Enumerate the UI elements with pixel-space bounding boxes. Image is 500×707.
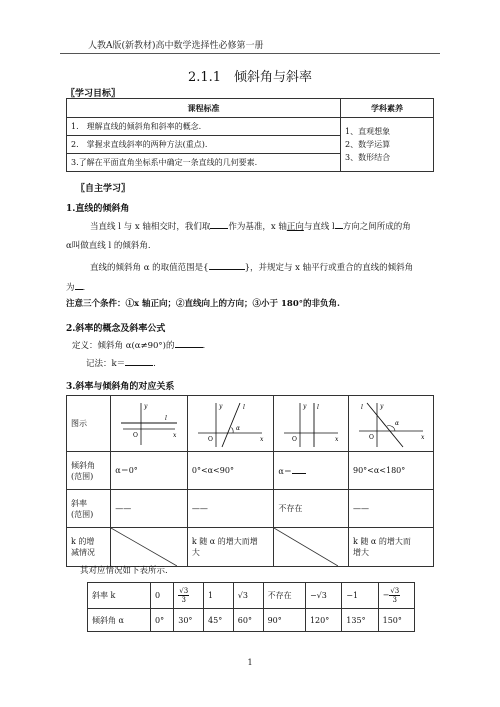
trend-line: 大 bbox=[191, 548, 200, 557]
p1-text: 作为基准，x 轴 bbox=[228, 222, 287, 232]
angle-value: 45° bbox=[204, 609, 234, 632]
p1-text: 直线的倾斜角 α 的取值范围是{ bbox=[90, 263, 209, 273]
angle-arc bbox=[231, 427, 233, 433]
relation-table bbox=[66, 395, 434, 567]
label-line: k 的增 bbox=[71, 537, 95, 546]
angle-cell bbox=[274, 452, 349, 490]
alpha-label: α bbox=[235, 424, 240, 432]
row-label-angle bbox=[67, 452, 111, 490]
slope-notation: 记法：k＝ . bbox=[86, 356, 156, 371]
slope-definition: 定义：倾斜角 α(α≠90°)的 . bbox=[72, 338, 205, 353]
angle-value: 60° bbox=[233, 609, 263, 632]
k-value: − $\frac{√3}{3}$ bbox=[378, 583, 414, 609]
goals-heading: 〖学习目标〗 bbox=[66, 89, 121, 99]
label-line: 倾斜角 bbox=[71, 460, 95, 470]
part2-heading: 2.斜率的概念及斜率公式 bbox=[66, 324, 166, 334]
p1-text: α叫做直线 l 的倾斜角. bbox=[66, 241, 151, 251]
row-label-trend bbox=[67, 528, 111, 567]
slope-cell: —— bbox=[111, 490, 188, 528]
part1-body: 当直线 l 与 x 轴相交时，我们取 作为基准，x 轴正向与直线 l 方向之间所成的角 α叫做直线 l 的倾斜角. 直线的倾斜角 α 的取值范围是{ }，并规定与 x 轴平行或重合的直线的倾斜角 为 . bbox=[66, 219, 438, 295]
x-label: x bbox=[173, 431, 177, 439]
conditions-note: 注意三个条件：①x 轴正向；②直线向上的方向；③小于 180°的非负角. bbox=[66, 299, 340, 309]
blank bbox=[75, 280, 83, 290]
row-label-slope bbox=[67, 490, 111, 528]
trend-cell-empty bbox=[274, 528, 349, 567]
label-line: (范围) bbox=[71, 471, 94, 481]
self-study-heading: 〖自主学习〗 bbox=[76, 184, 131, 194]
trend-cell bbox=[349, 528, 434, 567]
label-line: (范围) bbox=[71, 509, 94, 519]
blank bbox=[335, 219, 343, 229]
angle-value: 90° bbox=[263, 609, 305, 632]
page-number: 1 bbox=[247, 658, 253, 667]
literacy-item: 3、数形结合 bbox=[345, 153, 391, 162]
p1-text: 方向之间所成的角 bbox=[342, 222, 411, 232]
literacy-item: 1、直观想象 bbox=[345, 127, 391, 136]
page-header: 人教A版(新教材)高中数学选择性必修第一册 bbox=[88, 41, 264, 51]
graph-vertical bbox=[278, 399, 342, 449]
p2-text: 定义：倾斜角 α(α≠90°)的 bbox=[72, 341, 175, 351]
origin-label: O bbox=[292, 435, 298, 443]
angle-cell: 0°<α<90° bbox=[187, 452, 274, 490]
x-label: x bbox=[259, 435, 264, 443]
part1-heading: 1.直线的倾斜角 bbox=[66, 204, 130, 214]
x-label: x bbox=[335, 435, 339, 443]
trend-line: k 随 α 的增大而增 bbox=[191, 537, 258, 546]
part3-heading: 3.斜率与倾斜角的对应关系 bbox=[66, 382, 175, 392]
graph-horizontal bbox=[115, 399, 181, 449]
goals-table bbox=[66, 98, 434, 172]
p1-text: }，并规定与 x 轴平行或重合的直线的倾斜角 bbox=[244, 263, 414, 273]
summary-text: 其对应情况如下表所示. bbox=[80, 566, 168, 576]
blank bbox=[125, 356, 153, 366]
blank bbox=[175, 338, 203, 348]
slope-cell: —— bbox=[349, 490, 434, 528]
k-value: −1 bbox=[342, 583, 378, 609]
k-value: √3 bbox=[233, 583, 263, 609]
angle-text: α＝ bbox=[278, 467, 292, 476]
blank bbox=[209, 260, 245, 270]
goals-col-literacy: 学科素养 bbox=[341, 99, 434, 118]
standard-item: 1. 理解直线的倾斜角和斜率的概念. bbox=[67, 118, 340, 136]
graph-acute bbox=[192, 399, 268, 449]
angle-value: 135° bbox=[342, 609, 378, 632]
graph-cell bbox=[187, 396, 274, 452]
trend-cell-empty bbox=[111, 528, 188, 567]
p2-text: 记法：k＝ bbox=[86, 359, 126, 369]
origin-label: O bbox=[369, 433, 374, 441]
standard-item: 3.了解在平面直角坐标系中确定一条直线的几何要素. bbox=[71, 158, 258, 167]
row-label-diagram: 图示 bbox=[67, 396, 111, 452]
trend-cell bbox=[187, 528, 274, 567]
header-divider bbox=[60, 53, 440, 54]
values-table bbox=[87, 582, 415, 632]
graph-cell bbox=[111, 396, 188, 452]
angle-value: 150° bbox=[378, 609, 414, 632]
goals-col-standard: 课程标准 bbox=[67, 99, 341, 118]
row-label-k: 斜率 k bbox=[88, 583, 151, 609]
label-line: 减情况 bbox=[71, 548, 95, 557]
l-label: l bbox=[242, 403, 245, 411]
diagonal-slash bbox=[274, 528, 338, 566]
slope-cell: 不存在 bbox=[274, 490, 349, 528]
literacy-item: 2、数学运算 bbox=[345, 140, 391, 149]
blank bbox=[292, 464, 306, 474]
graph-cell bbox=[274, 396, 349, 452]
literacy-cell bbox=[341, 118, 434, 172]
label-line: 斜率 bbox=[71, 498, 87, 508]
trend-line: k 随 α 的增大而 bbox=[353, 537, 411, 546]
k-value bbox=[174, 583, 204, 609]
y-label: y bbox=[144, 402, 148, 410]
slope-cell: —— bbox=[187, 490, 274, 528]
l-label: l bbox=[165, 414, 168, 422]
blank bbox=[210, 219, 228, 229]
p1-text: 与直线 l bbox=[303, 222, 335, 232]
angle-value: 120° bbox=[305, 609, 341, 632]
p1-text: 正向 bbox=[286, 222, 304, 232]
k-value: 不存在 bbox=[263, 583, 305, 609]
angle-value: 0° bbox=[151, 609, 174, 632]
angle-cell: α＝0° bbox=[111, 452, 188, 490]
l-label: l bbox=[361, 403, 363, 411]
angle-value: 30° bbox=[174, 609, 204, 632]
x-label: x bbox=[421, 433, 425, 441]
k-value: 0 bbox=[151, 583, 174, 609]
fraction: $\frac{√3}{3}$ bbox=[179, 587, 189, 604]
origin-label: O bbox=[207, 435, 213, 443]
page-title: 2.1.1 倾斜角与斜率 bbox=[187, 70, 313, 85]
graph-cell bbox=[349, 396, 434, 452]
alpha-label: α bbox=[395, 419, 400, 427]
standards-cell bbox=[67, 118, 341, 172]
k-value: 1 bbox=[204, 583, 234, 609]
fraction: $\frac{√3}{3}$ bbox=[390, 587, 400, 604]
k-value: −√3 bbox=[305, 583, 341, 609]
angle-cell: 90°<α<180° bbox=[349, 452, 434, 490]
l-label: l bbox=[317, 403, 320, 411]
standard-item: 2. 掌握求直线斜率的两种方法(重点). bbox=[67, 136, 340, 154]
origin-label: O bbox=[133, 431, 139, 439]
y-label: y bbox=[380, 402, 384, 410]
graph-obtuse bbox=[353, 399, 429, 449]
p1-text: 当直线 l 与 x 轴相交时，我们取 bbox=[90, 222, 211, 232]
trend-line: 增大 bbox=[353, 548, 369, 557]
p1-text: 为 bbox=[66, 283, 75, 293]
row-label-angle: 倾斜角 α bbox=[88, 609, 151, 632]
y-label: y bbox=[303, 402, 307, 410]
diagonal-slash bbox=[111, 528, 177, 566]
y-label: y bbox=[218, 402, 223, 410]
